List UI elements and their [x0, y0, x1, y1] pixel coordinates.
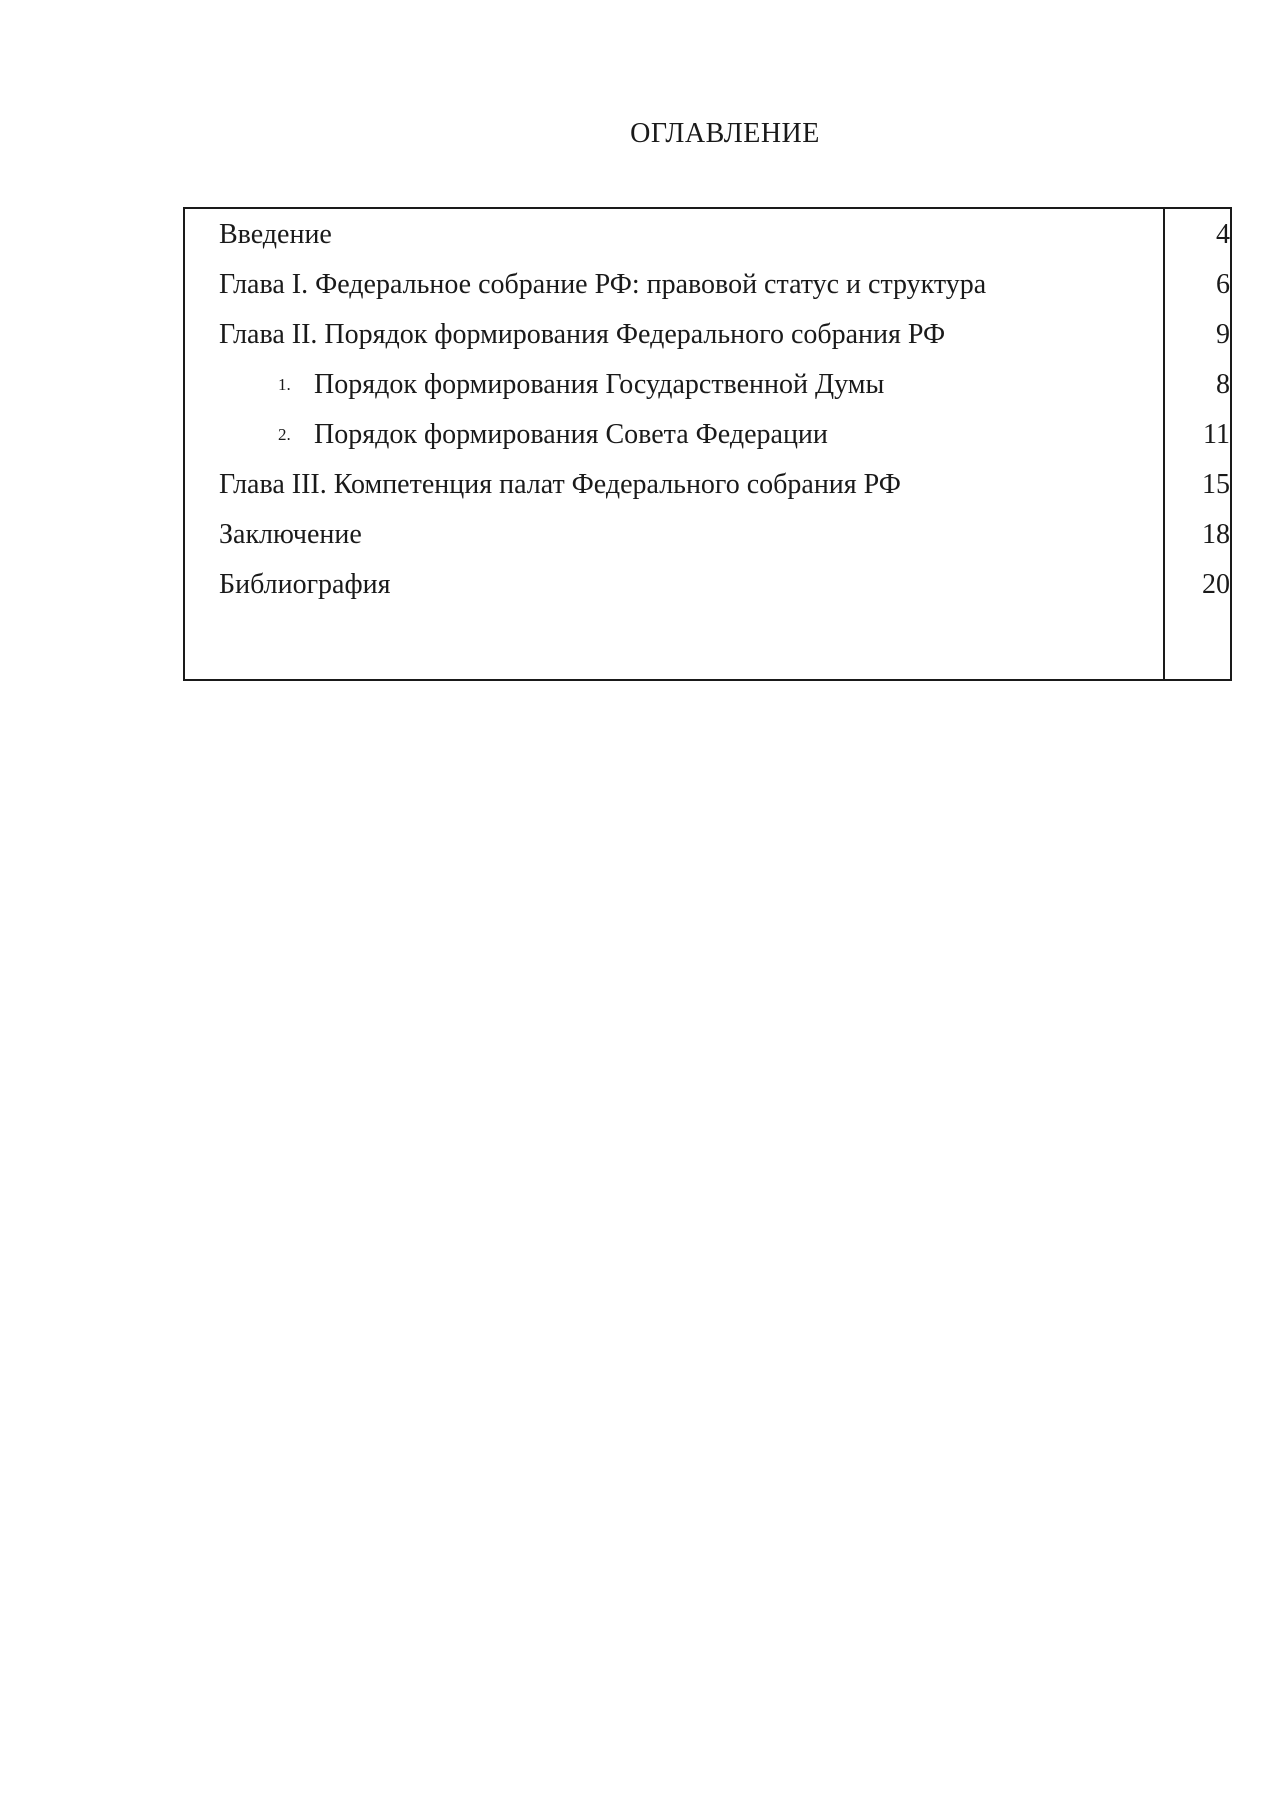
toc-entry-label: Порядок формирования Совета Федерации [314, 419, 828, 450]
page-title: ОГЛАВЛЕНИЕ [630, 118, 820, 149]
toc-entry-number: 2. [278, 425, 291, 444]
toc-entry-page: 20 [1202, 569, 1230, 600]
toc-entry-page: 18 [1202, 519, 1230, 550]
toc-entry-label: Введение [219, 219, 332, 250]
toc-entry-label: Заключение [219, 519, 362, 550]
toc-entry-page: 8 [1216, 369, 1230, 400]
toc-entry-chapter-1[interactable] [185, 265, 1230, 305]
toc-entry-chapter-2[interactable] [185, 315, 1230, 355]
toc-entry-page: 9 [1216, 319, 1230, 350]
toc-entry-page: 15 [1202, 469, 1230, 500]
toc-entry-page: 4 [1216, 219, 1230, 250]
toc-entry-page: 6 [1216, 269, 1230, 300]
toc-entry-bibliography[interactable] [185, 565, 1230, 605]
toc-entry-section-2-2[interactable] [185, 415, 1230, 455]
toc-entry-page: 11 [1203, 419, 1230, 450]
toc-entry-label: Глава III. Компетенция палат Федерального собрания РФ [219, 469, 901, 500]
toc-entry-label: Порядок формирования Государственной Думы [314, 369, 885, 400]
toc-entry-introduction[interactable] [185, 215, 1230, 255]
table-of-contents [183, 207, 1232, 681]
toc-entry-conclusion[interactable] [185, 515, 1230, 555]
toc-entry-label: Глава II. Порядок формирования Федерального собрания РФ [219, 319, 946, 350]
toc-entry-section-2-1[interactable] [185, 365, 1230, 405]
toc-entry-number: 1. [278, 375, 291, 394]
toc-entry-chapter-3[interactable] [185, 465, 1230, 505]
toc-entry-label: Библиография [219, 569, 391, 600]
toc-entry-label: Глава I. Федеральное собрание РФ: правовой статус и структура [219, 269, 987, 300]
